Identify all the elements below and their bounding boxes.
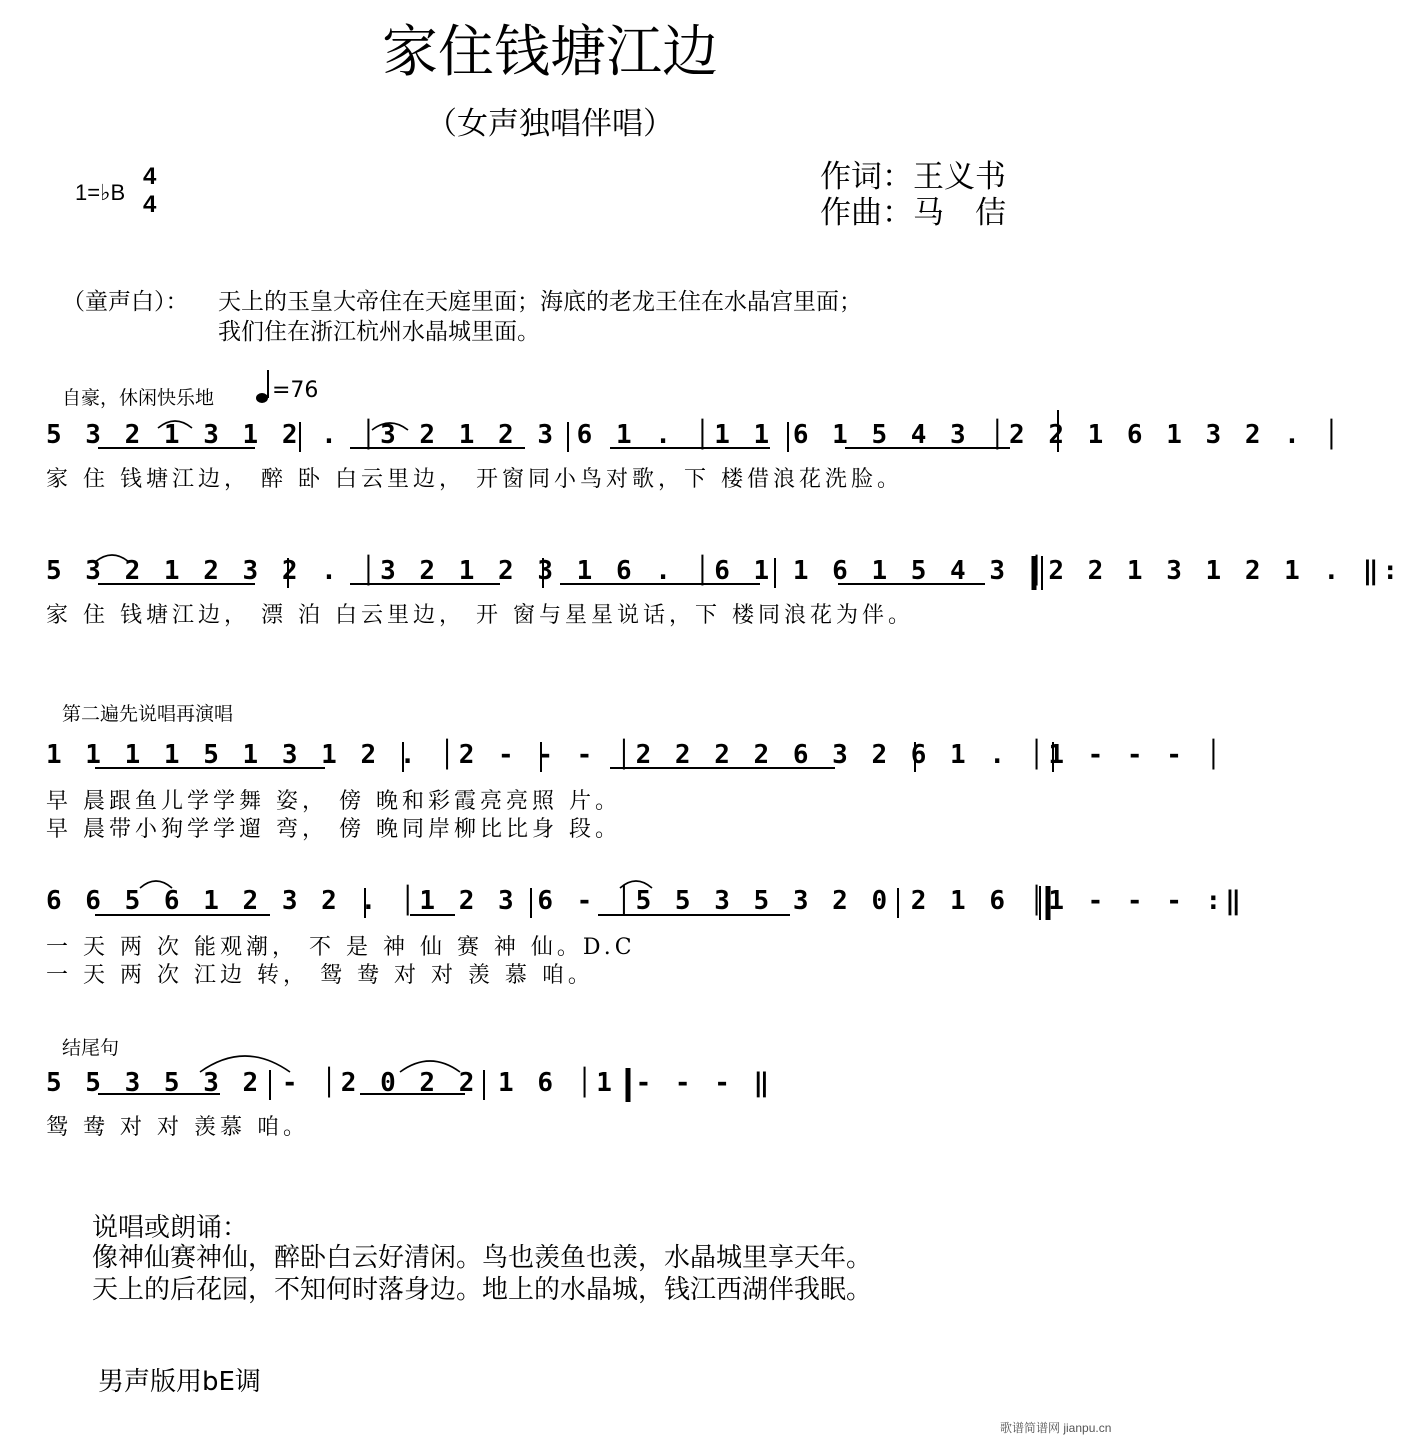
key-signature: 1=♭B [75, 180, 126, 205]
recitation-label: 说唱或朗诵： [92, 1213, 249, 1243]
child-voice-label: （童声白）： [62, 289, 189, 315]
male-version-note: 男声版用bE调 [98, 1367, 261, 1397]
time-signature-top: 4 [143, 163, 157, 190]
system-3-lyrics-verse-2: 早 晨带小狗学学遛 弯， 傍 晚同岸柳比比身 段。 [46, 817, 621, 842]
song-subtitle: （女声独唱伴唱） [426, 106, 674, 142]
recitation-line-2: 天上的后花园，不知何时落身边。地上的水晶城，钱江西湖伴我眠。 [92, 1275, 873, 1305]
song-title: 家住钱塘江边 [382, 20, 718, 85]
time-signature-bottom: 4 [143, 191, 157, 218]
system-3-lyrics-verse-1: 早 晨跟鱼儿学学舞 姿， 傍 晚和彩霞亮亮照 片。 [46, 789, 621, 814]
time-signature [143, 163, 156, 219]
system-2-notes: 5 3 2 1 2 3 2 . │3 2 1 2 3 1 6 . │6 1 1 6 1 5 4 3 │2 2 1 3 1 2 1 . ‖: [46, 556, 1402, 586]
system-1-lyrics: 家 住 钱塘江边， 醉 卧 白云里边， 开窗同小鸟对歌，下 楼借浪花洗脸。 [46, 467, 903, 492]
system-5-notes: 5 5 3 5 3 2 - │2 0 2 2 1 6 │1 - - - ‖ [46, 1068, 774, 1098]
child-voice-line-1: 天上的玉皇大帝住在天庭里面；海底的老龙王住在水晶宫里面； [218, 289, 862, 315]
system-4-notes: 6 6 5 6 1 2 3 2 . │1 2 3 6 - │5 5 3 5 3 2 0 2 1 6 │1 - - - :‖ [46, 886, 1245, 916]
site-watermark: 歌谱简谱网 jianpu.cn [1000, 1421, 1112, 1435]
system-4-lyrics-verse-1: 一 天 两 次 能观潮， 不 是 神 仙 赛 神 仙。D.C [46, 935, 636, 960]
system-5-direction: 结尾句 [62, 1037, 120, 1059]
recitation-line-1: 像神仙赛神仙，醉卧白云好清闲。鸟也羡鱼也羡，水晶城里享天年。 [92, 1243, 873, 1273]
tempo-direction: 自豪，休闲快乐地 [62, 387, 215, 409]
lyricist-credit: 作词：王义书 [820, 159, 1006, 195]
system-1-notes: 5 3 2 1 3 1 2 . │3 2 1 2 3 6 1 . │1 1 6 1 5 4 3 │2 2 1 6 1 3 2 . │ [46, 420, 1344, 450]
system-4-lyrics-verse-2: 一 天 两 次 江边 转， 鸳 鸯 对 对 羡 慕 咱。 [46, 963, 594, 988]
tempo-bpm: =76 [272, 378, 319, 403]
system-3-notes: 1 1 1 1 5 1 3 1 2 . │2 - - - │2 2 2 2 6 3 2 6 1 . │1 - - - │ [46, 740, 1226, 770]
system-2-lyrics: 家 住 钱塘江边， 漂 泊 白云里边， 开 窗与星星说话，下 楼同浪花为伴。 [46, 603, 914, 628]
composer-credit: 作曲：马 佶 [820, 195, 1006, 231]
child-voice-line-2: 我们住在浙江杭州水晶城里面。 [218, 319, 540, 345]
system-5-lyrics: 鸳 鸯 对 对 羡慕 咱。 [46, 1115, 309, 1140]
system-3-direction: 第二遍先说唱再演唱 [62, 703, 234, 725]
tempo-note-icon [256, 370, 268, 403]
